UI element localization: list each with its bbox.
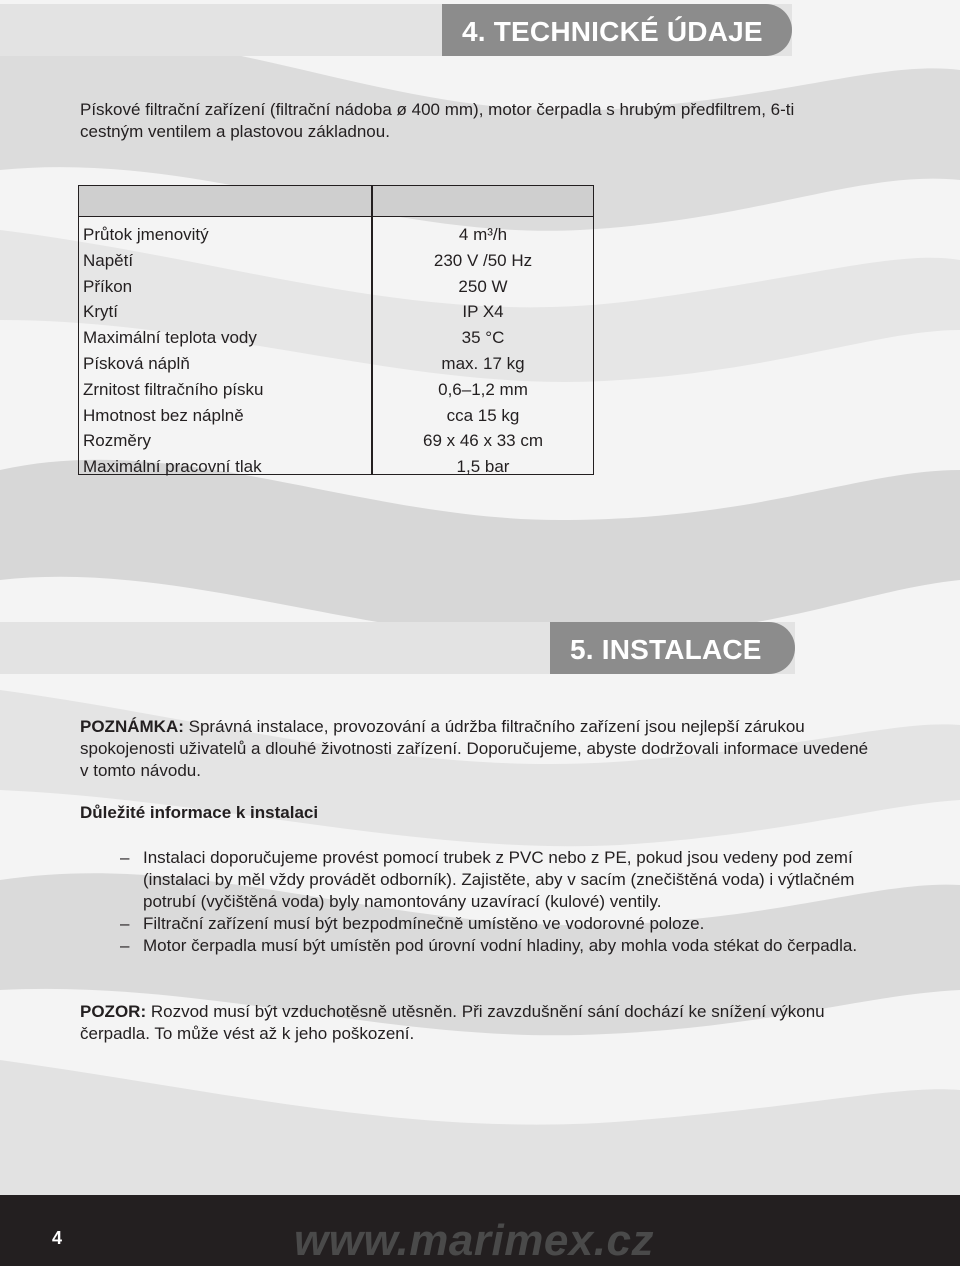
bullet-dash: – xyxy=(120,936,130,955)
warning-text: Rozvod musí být vzduchotěsně utěsněn. Při zavzdušnění sání dochází ke snížení výkonu čerpadla. To může vést až k jeho poškození. xyxy=(80,1002,825,1043)
spec-value: 35 °C xyxy=(461,328,505,348)
spec-label: Napětí xyxy=(83,250,134,270)
spec-label: Příkon xyxy=(83,276,133,296)
website-url[interactable]: www.marimex.cz xyxy=(294,1216,654,1265)
note-label: POZNÁMKA: xyxy=(80,717,184,736)
note-paragraph xyxy=(80,716,880,782)
list-item xyxy=(80,913,880,935)
spec-label: Hmotnost bez náplně xyxy=(83,405,244,425)
spec-label: Zrnitost filtračního písku xyxy=(83,379,264,399)
list-item xyxy=(80,847,880,913)
bullet-dash: – xyxy=(120,848,130,867)
technical-specs-table xyxy=(78,185,594,475)
list-item xyxy=(80,935,880,957)
bullet-text: Motor čerpadla musí být umístěn pod úrovní vodní hladiny, aby mohla voda stékat do čerpadla. xyxy=(143,936,858,955)
warning-paragraph xyxy=(80,1001,890,1045)
installation-bullet-list xyxy=(80,847,880,957)
spec-values-column xyxy=(373,222,593,480)
table-header-row xyxy=(79,186,593,217)
spec-label: Krytí xyxy=(83,302,118,322)
section-5-header-bar xyxy=(0,622,795,674)
bullet-text: Instalaci doporučujeme provést pomocí trubek z PVC nebo z PE, pokud jsou vedeny pod zemí (instalaci by měl vždy provádět odborník). Zajistěte, aby v sacím (znečištěná voda) i výtlačném potrubí (vyčištěná voda) byly namontovány uzavírací (kulové) ventily. xyxy=(143,848,855,911)
spec-value: 4 m³/h xyxy=(458,225,508,244)
spec-value: 0,6–1,2 mm xyxy=(438,379,528,399)
section-5-title: 5. INSTALACE xyxy=(570,634,762,665)
spec-label: Maximální pracovní tlak xyxy=(83,457,262,477)
section-4-title: 4. TECHNICKÉ ÚDAJE xyxy=(462,16,763,47)
spec-value: 230 V /50 Hz xyxy=(433,250,533,270)
note-text: Správná instalace, provozování a údržba filtračního zařízení jsou nejlepší zárukou spokojenosti uživatelů a dlouhé životnosti zařízení. Doporučujeme, abyste dodržovali informace uvedené v tomto návodu. xyxy=(80,717,869,780)
spec-label: Maximální teplota vody xyxy=(83,328,257,348)
section-4-header-bar xyxy=(0,4,792,56)
important-info-heading: Důležité informace k instalaci xyxy=(80,803,319,822)
spec-value: 69 x 46 x 33 cm xyxy=(422,431,543,451)
spec-value: max. 17 kg xyxy=(441,353,525,373)
spec-value: 1,5 bar xyxy=(456,457,510,477)
warning-label: POZOR: xyxy=(80,1002,147,1021)
spec-value: 250 W xyxy=(458,276,508,296)
spec-value: IP X4 xyxy=(462,302,504,322)
spec-labels-column xyxy=(83,222,263,480)
bullet-dash: – xyxy=(120,914,130,933)
spec-label: Písková náplň xyxy=(83,353,190,373)
spec-label: Rozměry xyxy=(83,431,152,451)
intro-paragraph: Pískové filtrační zařízení (filtrační nádoba ø 400 mm), motor čerpadla s hrubým předfiltrem, 6-ti cestným ventilem a plastovou základnou. xyxy=(80,100,795,141)
page-number: 4 xyxy=(52,1228,63,1248)
bullet-text: Filtrační zařízení musí být bezpodmínečně umístěno ve vodorovné poloze. xyxy=(143,914,705,933)
spec-value: cca 15 kg xyxy=(446,405,520,425)
spec-label: Průtok jmenovitý xyxy=(83,225,209,244)
